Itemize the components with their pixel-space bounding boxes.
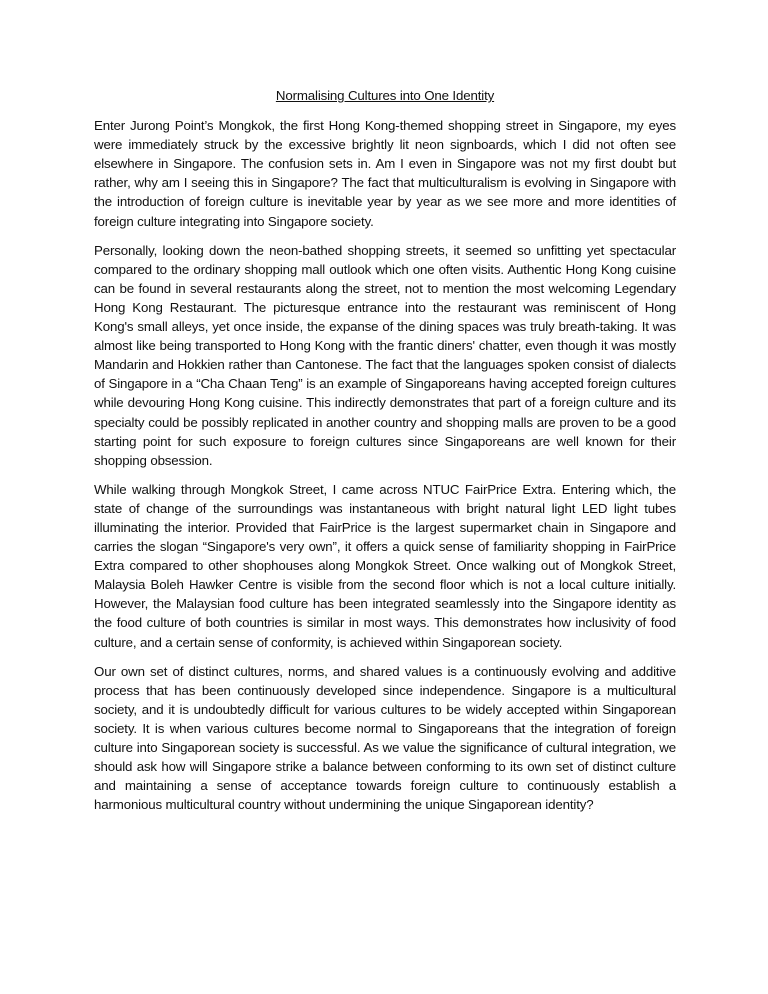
paragraph-conclusion: Our own set of distinct cultures, norms, and shared values is a continuously evolving and additive process that has been continuously developed since independence. Singapore is a multicultural society, and it is undoubtedly difficult for various cultures to be widely accepted within Singaporean society. It is when various cultures become normal to Singaporeans that the integration of foreign culture into Singaporean society is successful. As we value the significance of cultural integration, we should ask how will Singapore strike a balance between conforming to its own set of distinct culture and maintaining a sense of acceptance towards foreign culture to continuously establish a harmonious multicultural country without undermining the unique Singaporean identity? <box>94 663 676 813</box>
document-title: Normalising Cultures into One Identity <box>275 88 495 103</box>
paragraph-intro: Enter Jurong Point’s Mongkok, the first Hong Kong-themed shopping street in Singapore, my eyes were immediately struck by the excessive brightly lit neon signboards, which I did not often see elsewhere in Singapore. The confusion sets in. Am I even in Singapore was not my first doubt but rather, why am I seeing this in Singapore? The fact that multiculturalism is evolving in Singapore with the introduction of foreign culture is inevitable year by year as we see more and more identities of foreign culture integrating into Singapore society. <box>94 118 676 229</box>
paragraph-restaurant: Personally, looking down the neon-bathed shopping streets, it seemed so unfitting yet spectacular compared to the ordinary shopping mall outlook which one often visits. Authentic Hong Kong cuisine can be found in several restaurants along the street, not to mention the most welcoming Legendary Hong Kong Restaurant. The picturesque entrance into the restaurant was reminiscent of Hong Kong's small alleys, yet once inside, the expanse of the dining spaces was truly breath-taking. It was almost like being transported to Hong Kong with the frantic diners' chatter, even though it was mostly Mandarin and Hokkien rather than Cantonese. The fact that the languages spoken consist of dialects of Singapore in a “Cha Chaan Teng” is an example of Singaporeans having accepted foreign cultures while devouring Hong Kong cuisine. This indirectly demonstrates that part of a foreign culture and its specialty could be possibly replicated in another country and shopping malls are proven to be a good starting point for such exposure to foreign cultures since Singaporeans are well known for their shopping obsession. <box>94 242 676 468</box>
document-page <box>94 86 676 824</box>
paragraph-fairprice: While walking through Mongkok Street, I came across NTUC FairPrice Extra. Entering which, the state of change of the surroundings was instantaneous with bright natural light LED light tubes illuminating the interior. Provided that FairPrice is the largest supermarket chain in Singapore and carries the slogan “Singapore's very own”, it offers a quick sense of familiarity shopping in FairPrice Extra compared to other shophouses along Mongkok Street. Once walking out of Mongkok Street, Malaysia Boleh Hawker Centre is visible from the second floor which is not a local culture initially. However, the Malaysian food culture has been integrated seamlessly into the Singapore identity as the food culture of both countries is similar in most ways. This demonstrates how inclusivity of food culture, and a certain sense of conformity, is achieved within Singaporean society. <box>94 481 676 650</box>
